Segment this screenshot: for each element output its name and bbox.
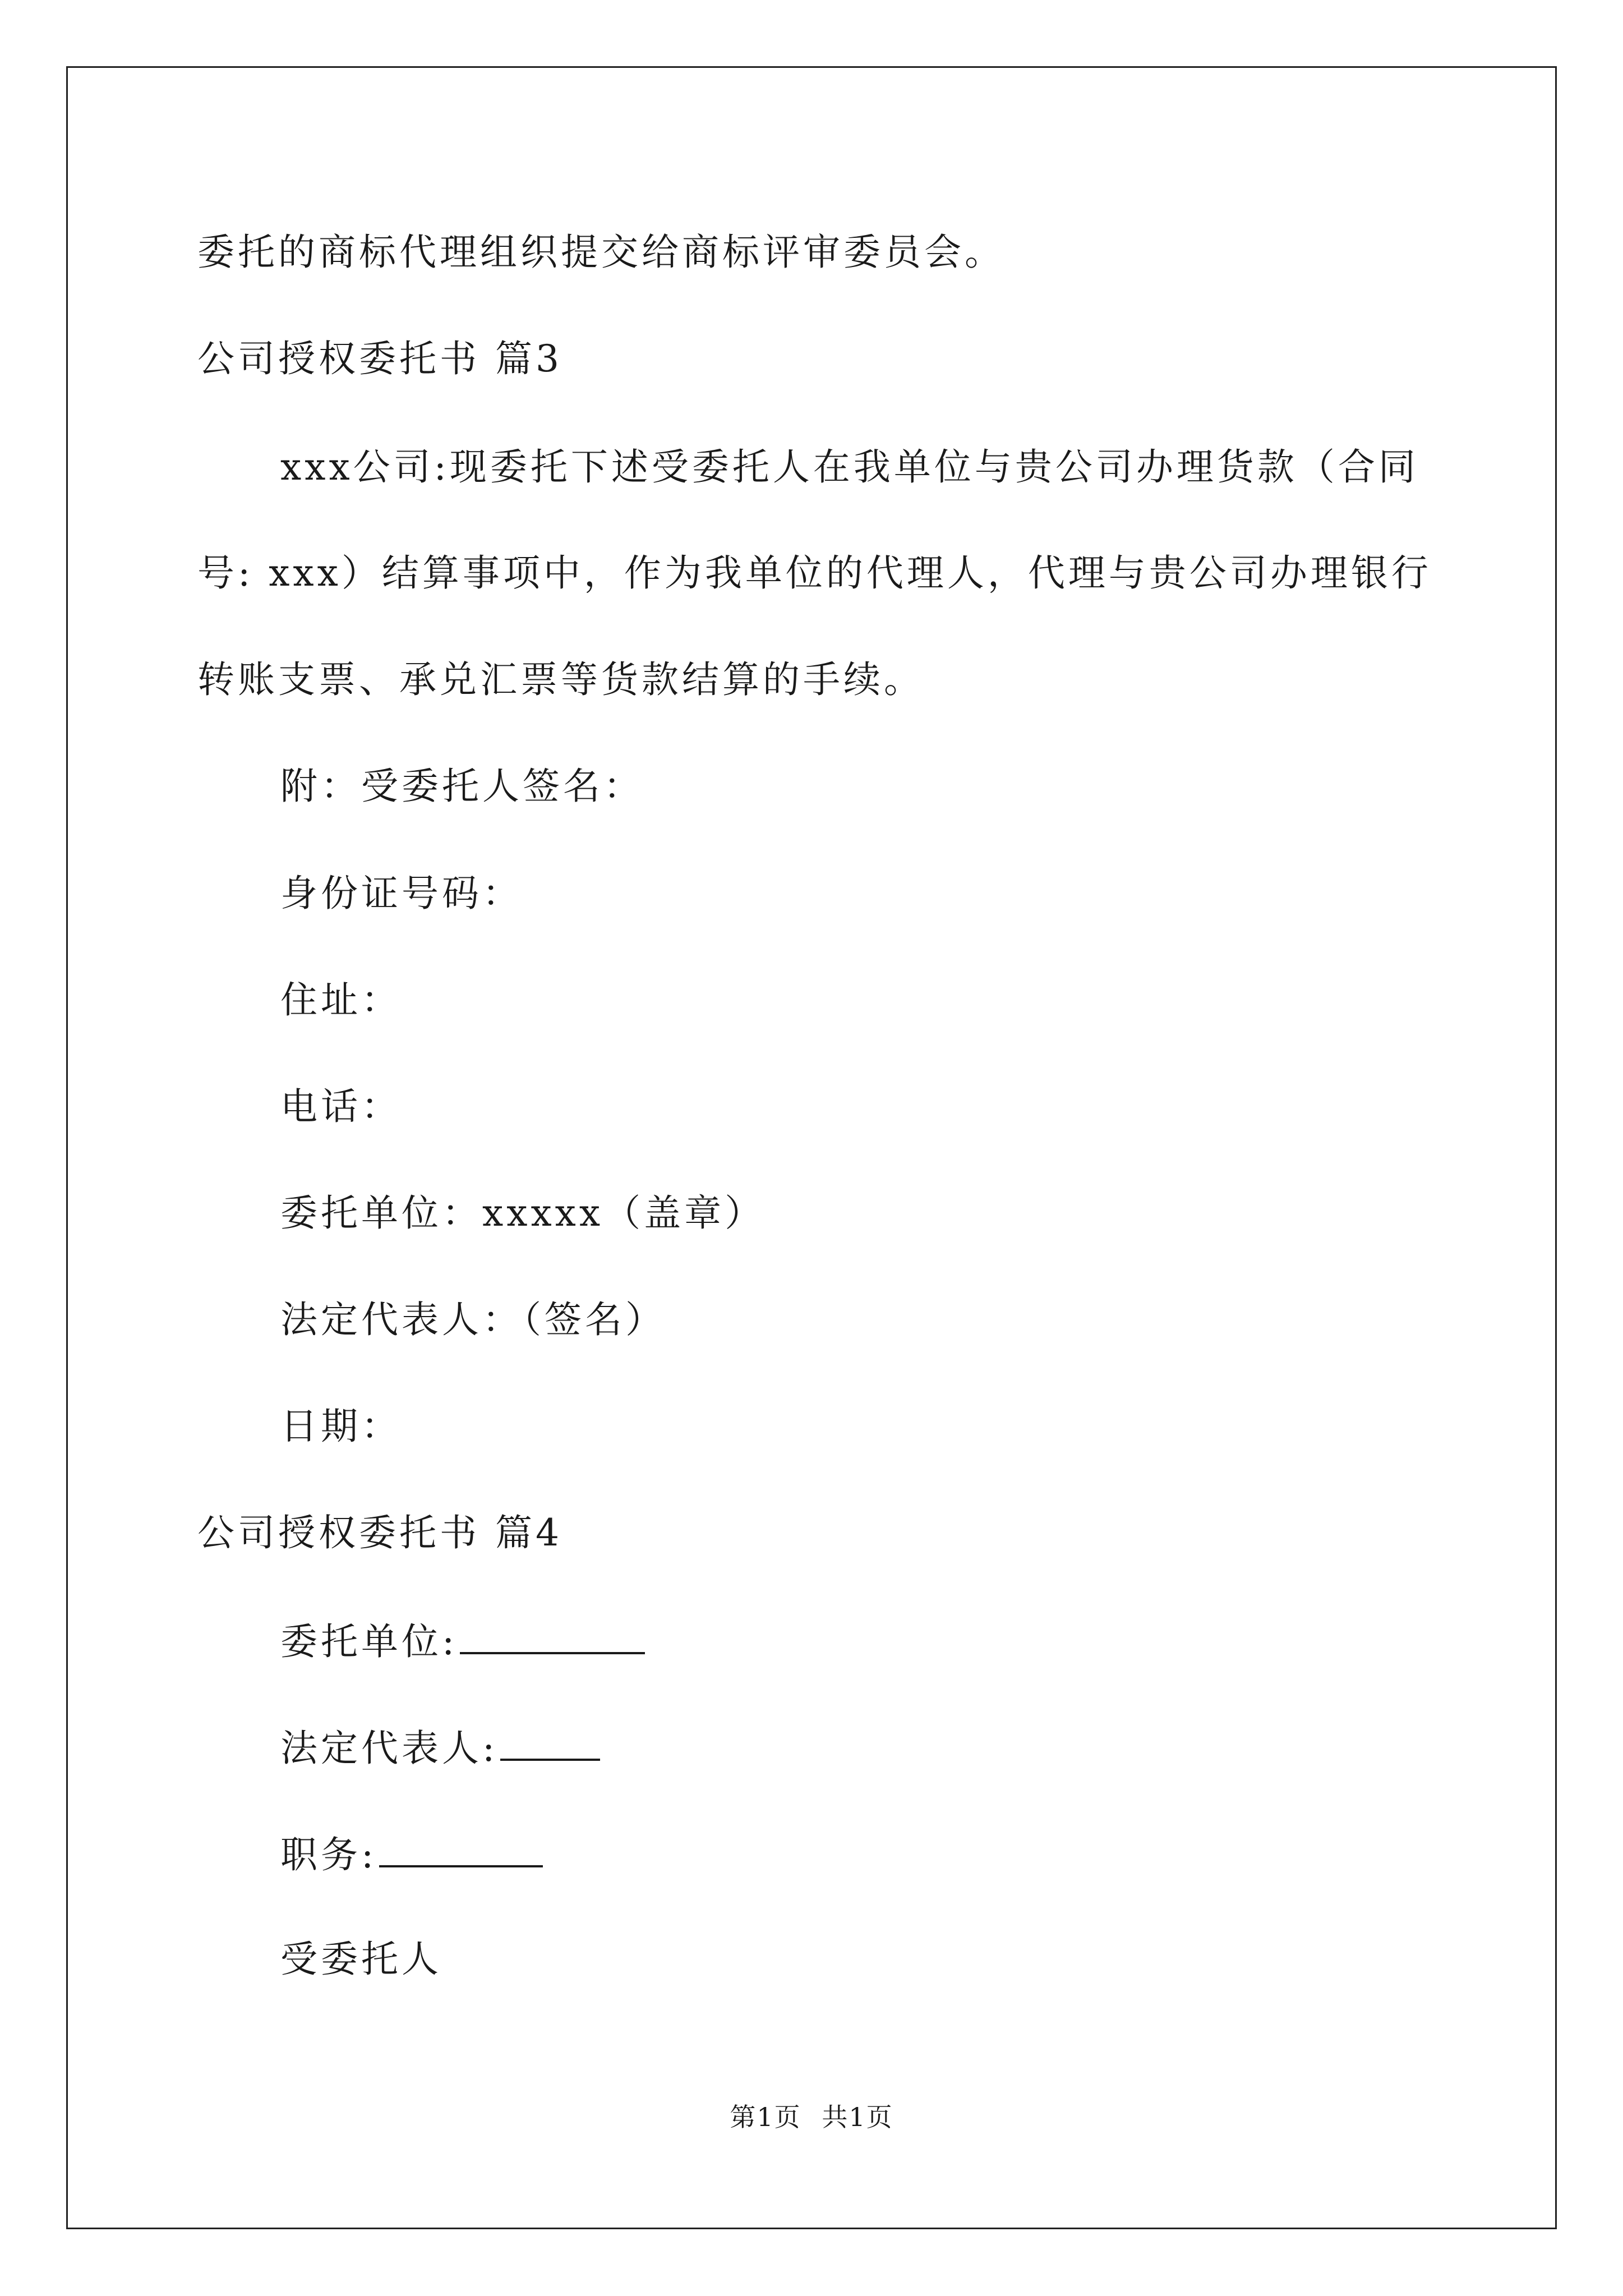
entrusted-person-line: 受委托人 [280,1938,442,1981]
blank-underline [379,1830,543,1867]
legal-representative-line: 法定代表人：（签名） [280,1298,666,1341]
page-number: 第1页 [730,2102,801,2132]
paragraph-line: 转账支票、承兑汇票等货款结算的手续。 [197,658,924,701]
legal-representative-field [280,1724,600,1771]
attachment-signature-line: 附：受委托人签名： [280,765,644,808]
paragraph-line: 号: xxx）结算事项中，作为我单位的代理人，代理与贵公司办理银行 [197,551,1432,595]
text-line: 委托的商标代理组织提交给商标评审委员会。 [197,231,1005,274]
position-field [280,1830,543,1878]
entrusting-unit-label: 委托单位: [280,1620,458,1663]
blank-underline [460,1617,645,1654]
page-footer [0,2101,1623,2133]
phone-line: 电话： [280,1085,402,1128]
page-border [66,66,1557,2229]
legal-representative-label: 法定代表人: [280,1727,499,1770]
page-total: 共1页 [822,2102,893,2132]
position-label: 职务: [280,1833,377,1876]
date-line: 日期： [280,1405,402,1448]
address-line: 住址： [280,978,402,1022]
id-number-line: 身份证号码： [280,872,523,915]
paragraph-line: xxx公司:现委托下述受委托人在我单位与贵公司办理货款（合同 [280,445,1419,489]
entrusting-unit-line: 委托单位：xxxxx（盖章） [280,1191,766,1235]
entrusting-unit-field [280,1617,645,1664]
section-heading: 公司授权委托书 篇4 [197,1511,562,1554]
section-heading: 公司授权委托书 篇3 [197,337,562,380]
blank-underline [500,1724,600,1761]
